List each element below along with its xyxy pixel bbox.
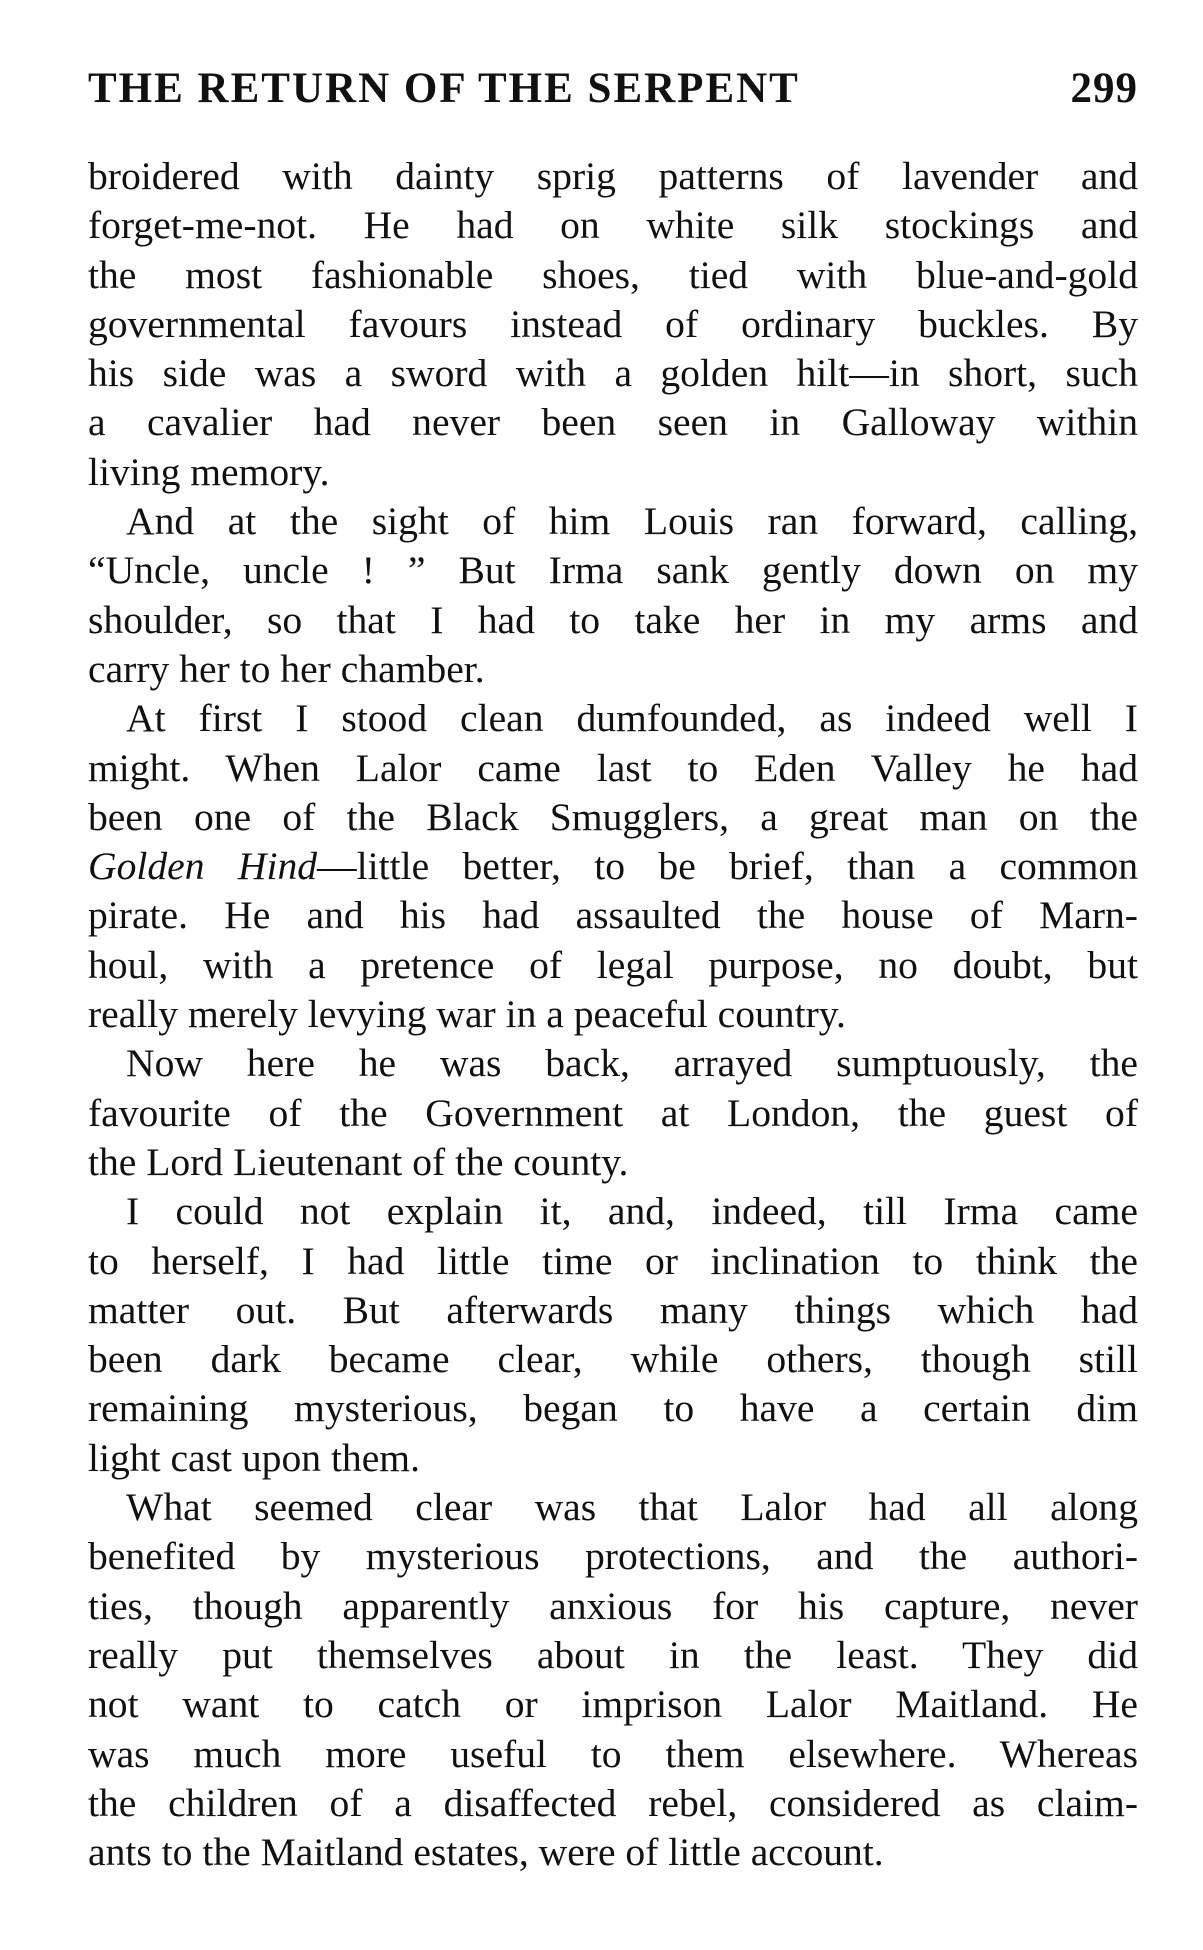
running-head	[88, 60, 1138, 118]
text-line: light cast upon them.	[88, 1435, 420, 1480]
paragraph	[88, 497, 1138, 694]
text-line: governmental favours instead of ordinary buckles. By	[88, 301, 1138, 346]
text-line: carry her to her chamber.	[88, 646, 485, 691]
text-line-with-italic: Golden Hind—little better, to be brief, than a common	[88, 844, 1138, 889]
text-line: shoulder, so that I had to take her in my arms and	[88, 597, 1138, 642]
body-text	[88, 152, 1138, 1877]
text-line: ties, though apparently anxious for his capture, never	[88, 1583, 1138, 1628]
text-line: the children of a disaffected rebel, considered as claim-	[88, 1780, 1138, 1825]
text-line: pirate. He and his had assaulted the house of Marn-	[88, 893, 1138, 938]
text-line: At first I stood clean dumfounded, as indeed well I	[126, 696, 1138, 741]
text-line: And at the sight of him Louis ran forward, calling,	[126, 499, 1138, 544]
text-line: houl, with a pretence of legal purpose, no doubt, but	[88, 942, 1138, 987]
text-line: I could not explain it, and, indeed, till Irma came	[126, 1189, 1138, 1234]
text-line: living memory.	[88, 449, 330, 494]
italic-ship-name: Golden Hind	[88, 844, 318, 889]
text-line: really put themselves about in the least. They did	[88, 1632, 1138, 1677]
book-page	[88, 60, 1138, 1877]
text-line: Now here he was back, arrayed sumptuously, the	[126, 1041, 1138, 1086]
text-line: remaining mysterious, began to have a certain dim	[88, 1386, 1138, 1431]
page-number: 299	[1070, 65, 1138, 112]
text-line: might. When Lalor came last to Eden Valley he had	[88, 745, 1138, 790]
text-line: the Lord Lieutenant of the county.	[88, 1139, 629, 1184]
paragraph	[88, 152, 1138, 497]
paragraph	[88, 694, 1138, 1039]
text-line: a cavalier had never been seen in Galloway within	[88, 400, 1138, 445]
text-line: was much more useful to them elsewhere. Whereas	[88, 1731, 1138, 1776]
text-line: forget-me-not. He had on white silk stockings and	[88, 203, 1138, 248]
paragraph	[88, 1039, 1138, 1187]
text-line: ants to the Maitland estates, were of little account.	[88, 1830, 884, 1875]
text-line: favourite of the Government at London, the guest of	[88, 1090, 1138, 1135]
text-line: “Uncle, uncle ! ” But Irma sank gently down on my	[88, 548, 1138, 593]
paragraph	[88, 1483, 1138, 1877]
text-line: really merely levying war in a peaceful country.	[88, 992, 846, 1037]
paragraph	[88, 1187, 1138, 1483]
text-line: his side was a sword with a golden hilt—in short, such	[88, 351, 1138, 396]
text-line: matter out. But afterwards many things which had	[88, 1287, 1138, 1332]
text-line: broidered with dainty sprig patterns of lavender and	[88, 154, 1138, 198]
text-line: the most fashionable shoes, tied with blue-and-gold	[88, 252, 1138, 297]
running-title: THE RETURN OF THE SERPENT	[88, 65, 800, 112]
text-line: not want to catch or imprison Lalor Maitland. He	[88, 1682, 1138, 1727]
text-line: been one of the Black Smugglers, a great man on the	[88, 794, 1138, 839]
text-line: been dark became clear, while others, though still	[88, 1337, 1138, 1382]
text-line: benefited by mysterious protections, and the authori-	[88, 1534, 1138, 1579]
text-line: to herself, I had little time or inclination to think the	[88, 1238, 1138, 1283]
text-line: What seemed clear was that Lalor had all along	[126, 1485, 1138, 1530]
